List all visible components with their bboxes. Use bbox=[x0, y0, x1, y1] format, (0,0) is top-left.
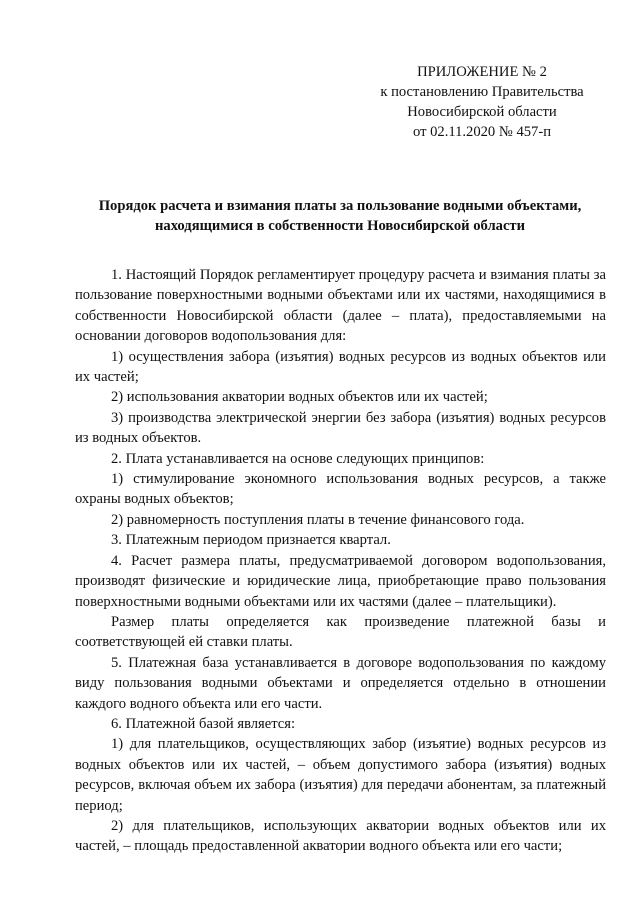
appendix-number: ПРИЛОЖЕНИЕ № 2 bbox=[417, 64, 547, 80]
paragraph: 3) производства электрической энергии без забора (изъятия) водных ресурсов из водных объектов. bbox=[75, 409, 606, 447]
appendix-header bbox=[360, 62, 604, 142]
paragraph: 2) равномерность поступления платы в течение финансового года. bbox=[111, 511, 525, 528]
paragraph: 2. Плата устанавливается на основе следующих принципов: bbox=[111, 450, 485, 467]
paragraph: 2) использования акватории водных объектов или их частей; bbox=[111, 389, 488, 406]
title-line-2: находящимися в собственности Новосибирской области bbox=[154, 218, 525, 234]
title-line-1: Порядок расчета и взимания платы за пользование водными объектами, bbox=[98, 198, 582, 214]
paragraph: 5. Платежная база устанавливается в договоре водопользования по каждому виду пользования водными объектами и определяется отдельно в отношении каждого водного объекта или его части. bbox=[75, 654, 606, 712]
paragraph: 1) осуществления забора (изъятия) водных ресурсов из водных объектов или их частей; bbox=[75, 348, 606, 386]
appendix-region: Новосибирской области bbox=[407, 104, 557, 120]
paragraph: Размер платы определяется как произведение платежной базы и соответствующей ей ставки платы. bbox=[75, 613, 606, 651]
paragraph: 4. Расчет размера платы, предусматриваемой договором водопользования, производят физические и юридические лица, приобретающие право пользования поверхностными водными объектами или их частями (далее – плательщики). bbox=[75, 552, 606, 610]
paragraph: 1) стимулирование экономного использования водных ресурсов, а также охраны водных объектов; bbox=[75, 471, 606, 508]
document-body bbox=[75, 265, 606, 857]
paragraph: 6. Платежной базой является: bbox=[111, 715, 296, 732]
paragraph: 3. Платежным периодом признается квартал. bbox=[111, 532, 391, 549]
paragraph: 2) для плательщиков, использующих акватории водных объектов или их частей, – площадь предоставленной акватории водного объекта или его части; bbox=[75, 817, 606, 855]
appendix-date-number: от 02.11.2020 № 457-п bbox=[412, 124, 552, 140]
appendix-resolution-ref: к постановлению Правительства bbox=[380, 84, 584, 100]
paragraph: 1) для плательщиков, осуществляющих забор (изъятие) водных ресурсов из водных объектов или их частей, – объем допустимого забора (изъятия) водных ресурсов, включая объем их забора (изъятия) для передачи абонентам, за платежный период; bbox=[75, 736, 606, 814]
paragraph: 1. Настоящий Порядок регламентирует процедуру расчета и взимания платы за пользование поверхностными водными объектами или их частями, находящимися в собственности Новосибирской области (далее – плата), предоставляемыми на основании договоров водопользования для: bbox=[75, 267, 606, 345]
document-title bbox=[76, 196, 604, 236]
